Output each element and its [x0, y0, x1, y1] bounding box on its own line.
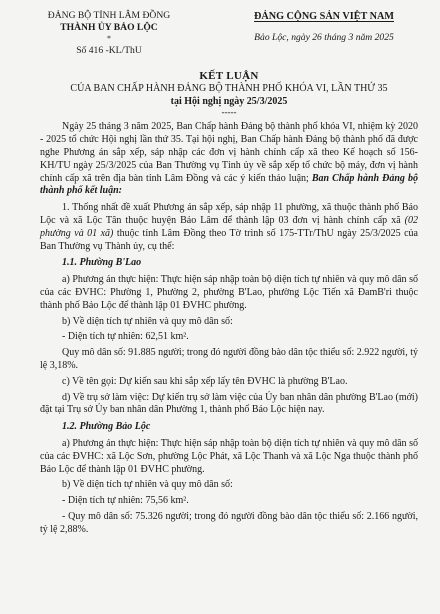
- motto-block: [224, 10, 424, 44]
- title-block: [40, 69, 418, 118]
- section-1-2-plan: a) Phương án thực hiện: Thực hiện sáp nhập toàn bộ diện tích tự nhiên và quy mô dân số của các ĐVHC: xã Lộc Sơn, phường Lộc Phát, xã Lộc Thanh và xã Lộc Nga thuộc thành phố Bảo Lộc để thành lập 01 ĐVHC phường.: [40, 438, 418, 475]
- document-number: Số 416 -KL/ThU: [76, 44, 142, 56]
- document-body: [40, 121, 418, 536]
- issuer-block: [34, 10, 184, 57]
- section-1-2-area-pop-label: b) Về diện tích tự nhiên và quy mô dân số:: [62, 479, 233, 491]
- city-committee: THÀNH ỦY BẢO LỘC: [60, 22, 158, 34]
- title-divider: -----: [221, 107, 237, 118]
- section-1-2-heading: 1.2. Phường Bảo Lộc: [62, 421, 151, 433]
- document-title: KẾT LUẬN: [199, 69, 259, 82]
- document-subtitle: CỦA BAN CHẤP HÀNH ĐẢNG BỘ THÀNH PHỐ KHÓA VI, LẦN THỨ 35: [70, 82, 388, 94]
- party-committee: ĐẢNG BỘ TỈNH LÂM ĐỒNG: [47, 10, 171, 21]
- section-1-1-name: c) Về tên gọi: Dự kiến sau khi sắp xếp lấy tên ĐVHC là phường B'Lao.: [62, 375, 348, 387]
- section-1-1-office: d) Về trụ sở làm việc: Dự kiến trụ sở làm việc của Ủy ban nhân dân phường B'Lao (mới) đặt tại Trụ sở Ủy ban nhân dân Phường 1, thành phố Bảo Lộc hiện nay.: [40, 391, 418, 416]
- point-1-text-a: 1. Thống nhất đề xuất Phương án sắp xếp, sáp nhập 11 phường, xã thuộc thành phố Bảo Lộc và xã Lộc Tân thuộc huyện Bảo Lâm để thành lập 03 đơn vị hành chính cấp xã: [40, 202, 418, 227]
- intro-conclusion: Ban Chấp hành Đảng bộ thành phố kết luận:: [40, 172, 418, 197]
- section-1-1-plan: a) Phương án thực hiện: Thực hiện sáp nhập toàn bộ diện tích tự nhiên và quy mô dân số của các ĐVHC: Phường 1, Phường 2, phường B'Lao, phường Lộc Tiến xã ĐamB'ri thuộc thành phố Bảo Lộc để thành lập 01 ĐVHC phường.: [40, 274, 418, 311]
- star-mark: *: [107, 33, 111, 43]
- section-1-2-population: - Quy mô dân số: 75.326 người; trong đó người đồng bào dân tộc thiểu số: 2.166 người, tỷ lệ 2,88%.: [40, 510, 418, 535]
- intro-paragraph: [40, 121, 418, 198]
- section-1-1-population: Quy mô dân số: 91.885 người; trong đó người đồng bào dân tộc thiểu số: 2.922 người, tỷ lệ 3,18%.: [40, 347, 418, 372]
- section-1-1-heading: 1.1. Phường B'Lao: [62, 257, 142, 269]
- point-1-paragraph: [40, 202, 418, 253]
- point-1-note: (02 phường và 01 xã): [40, 215, 418, 239]
- place-date: Bảo Lộc, ngày 26 tháng 3 năm 2025: [254, 32, 394, 44]
- point-1-text-b: thuộc tỉnh Lâm Đồng theo Tờ trình số 175-TTr/ThU ngày 25/3/2025 của Ban Thường vụ Thành ủy, cụ thể:: [40, 227, 418, 252]
- section-1-1-area-pop-label: b) Về diện tích tự nhiên và quy mô dân số:: [62, 315, 233, 327]
- document-header: [40, 10, 418, 57]
- intro-text: Ngày 25 tháng 3 năm 2025, Ban Chấp hành Đảng bộ thành phố khóa VI, nhiệm kỳ 2020 - 2025 tổ chức Hội nghị lần thứ 35. Tại hội nghị, Ban Chấp hành Đảng bộ thành phố đã được nghe Phương án sắp xếp, sáp nhập các đơn vị hành chính cấp xã theo Kế hoạch số 156-KH/TU ngày 25/3/2025 của Ban Thường vụ Tỉnh ủy về sắp xếp tổ chức bộ máy, đơn vị hành chính cấp xã trên địa bàn tỉnh Lâm Đồng và các ý kiến thảo luận;: [40, 121, 418, 184]
- party-name: ĐẢNG CỘNG SẢN VIỆT NAM: [254, 11, 394, 22]
- session-date: tại Hội nghị ngày 25/3/2025: [170, 95, 288, 107]
- section-1-2-area: - Diện tích tự nhiên: 75,56 km².: [62, 495, 189, 507]
- section-1-1-area: - Diện tích tự nhiên: 62,51 km².: [62, 331, 189, 343]
